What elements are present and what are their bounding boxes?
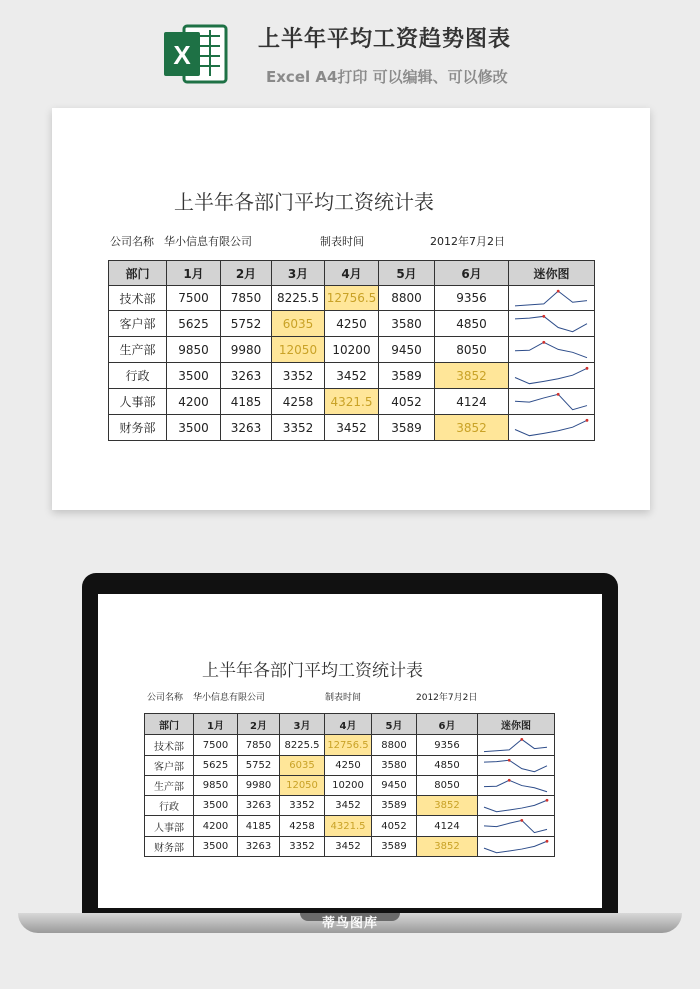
column-header: 迷你图 xyxy=(509,261,595,286)
sparkline-line xyxy=(515,342,587,357)
sparkline-max-point xyxy=(542,314,545,317)
value-cell: 6035 xyxy=(272,311,325,337)
column-header: 1月 xyxy=(194,714,238,735)
value-cell: 8800 xyxy=(379,286,435,311)
sparkline-line xyxy=(515,394,587,409)
value-cell: 4052 xyxy=(372,816,417,837)
dept-cell: 行政 xyxy=(109,363,167,389)
value-cell: 8050 xyxy=(417,776,478,796)
value-cell: 3352 xyxy=(272,415,325,441)
sparkline-cell xyxy=(478,837,555,857)
dept-cell: 客户部 xyxy=(109,311,167,337)
value-cell: 4124 xyxy=(435,389,509,415)
laptop-screen xyxy=(98,594,602,908)
sparkline xyxy=(478,777,553,795)
page-title: 上半年平均工资趋势图表 xyxy=(258,27,512,52)
company-label: 公司名称 xyxy=(110,235,154,248)
sparkline-max-point xyxy=(508,758,511,761)
value-cell: 3852 xyxy=(417,837,478,857)
sparkline xyxy=(509,287,593,310)
dept-cell: 生产部 xyxy=(109,337,167,363)
laptop-brand-label: 蒂鸟图库 xyxy=(321,916,378,931)
column-header: 2月 xyxy=(238,714,280,735)
dept-cell: 财务部 xyxy=(145,837,194,857)
page-header xyxy=(0,0,700,100)
value-cell: 3852 xyxy=(435,415,509,441)
table-row xyxy=(145,837,555,857)
sparkline-cell xyxy=(478,776,555,796)
column-header: 6月 xyxy=(417,714,478,735)
table-row xyxy=(145,776,555,796)
sparkline xyxy=(478,736,553,755)
column-header: 6月 xyxy=(435,261,509,286)
column-header: 4月 xyxy=(325,261,379,286)
sparkline-cell xyxy=(509,337,595,363)
table-row xyxy=(145,735,555,756)
dept-cell: 人事部 xyxy=(145,816,194,837)
table-row xyxy=(145,816,555,837)
dept-cell: 财务部 xyxy=(109,415,167,441)
value-cell: 4185 xyxy=(238,816,280,837)
value-cell: 3263 xyxy=(238,837,280,857)
column-header: 2月 xyxy=(221,261,272,286)
value-cell: 9450 xyxy=(379,337,435,363)
sparkline xyxy=(509,416,593,440)
sparkline-line xyxy=(484,800,547,812)
table-row xyxy=(145,756,555,776)
value-cell: 7500 xyxy=(194,735,238,756)
date-value: 2012年7月2日 xyxy=(430,235,505,248)
spreadsheet-preview xyxy=(52,108,650,510)
company-value: 华小信息有限公司 xyxy=(164,235,252,248)
sparkline-cell xyxy=(509,286,595,311)
column-header: 3月 xyxy=(272,261,325,286)
sparkline-line xyxy=(484,760,547,772)
dept-cell: 技术部 xyxy=(109,286,167,311)
date-label: 制表时间 xyxy=(320,235,364,248)
column-header: 5月 xyxy=(379,261,435,286)
value-cell: 8225.5 xyxy=(280,735,325,756)
sparkline-max-point xyxy=(542,340,545,343)
value-cell: 7850 xyxy=(221,286,272,311)
dept-cell: 客户部 xyxy=(145,756,194,776)
value-cell: 3263 xyxy=(238,796,280,816)
value-cell: 3452 xyxy=(325,415,379,441)
sparkline-line xyxy=(484,820,547,832)
value-cell: 4850 xyxy=(417,756,478,776)
value-cell: 7500 xyxy=(167,286,221,311)
table-row xyxy=(109,337,595,363)
sparkline-cell xyxy=(509,363,595,389)
value-cell: 8225.5 xyxy=(272,286,325,311)
sparkline xyxy=(509,390,593,414)
sparkline-cell xyxy=(509,415,595,441)
value-cell: 12050 xyxy=(272,337,325,363)
value-cell: 9356 xyxy=(435,286,509,311)
value-cell: 4052 xyxy=(379,389,435,415)
sparkline-max-point xyxy=(546,798,549,801)
svg-text:X: X xyxy=(173,40,191,70)
sparkline-cell xyxy=(478,816,555,837)
sparkline-line xyxy=(484,841,547,853)
value-cell: 4185 xyxy=(221,389,272,415)
value-cell: 5625 xyxy=(167,311,221,337)
value-cell: 4200 xyxy=(167,389,221,415)
sheet-title: 上半年各部门平均工资统计表 xyxy=(202,661,423,681)
table-row xyxy=(109,363,595,389)
sparkline-line xyxy=(484,739,547,751)
value-cell: 3352 xyxy=(280,796,325,816)
column-header: 部门 xyxy=(145,714,194,735)
dept-cell: 人事部 xyxy=(109,389,167,415)
column-header: 部门 xyxy=(109,261,167,286)
dept-cell: 技术部 xyxy=(145,735,194,756)
page-subtitle: Excel A4打印 可以编辑、可以修改 xyxy=(266,68,508,86)
sparkline-line xyxy=(484,780,547,792)
company-label: 公司名称 xyxy=(147,693,184,703)
value-cell: 9980 xyxy=(221,337,272,363)
value-cell: 3500 xyxy=(194,796,238,816)
sparkline xyxy=(478,838,553,856)
value-cell: 6035 xyxy=(280,756,325,776)
sparkline-line xyxy=(515,368,587,383)
value-cell: 3352 xyxy=(280,837,325,857)
salary-table xyxy=(144,713,555,857)
value-cell: 3589 xyxy=(379,415,435,441)
value-cell: 3500 xyxy=(167,363,221,389)
sparkline xyxy=(478,817,553,836)
value-cell: 3263 xyxy=(221,415,272,441)
value-cell: 9450 xyxy=(372,776,417,796)
value-cell: 5752 xyxy=(238,756,280,776)
column-header: 迷你图 xyxy=(478,714,555,735)
column-header: 5月 xyxy=(372,714,417,735)
sparkline-max-point xyxy=(586,418,589,421)
value-cell: 4250 xyxy=(325,311,379,337)
excel-logo-icon xyxy=(162,22,228,86)
sheet-title: 上半年各部门平均工资统计表 xyxy=(174,190,434,214)
value-cell: 3589 xyxy=(379,363,435,389)
value-cell: 4321.5 xyxy=(325,389,379,415)
value-cell: 3852 xyxy=(417,796,478,816)
sparkline-line xyxy=(515,420,587,435)
sparkline-cell xyxy=(509,311,595,337)
value-cell: 9850 xyxy=(194,776,238,796)
value-cell: 4258 xyxy=(272,389,325,415)
value-cell: 3500 xyxy=(167,415,221,441)
dept-cell: 行政 xyxy=(145,796,194,816)
value-cell: 8800 xyxy=(372,735,417,756)
value-cell: 7850 xyxy=(238,735,280,756)
sparkline-max-point xyxy=(520,738,523,741)
sparkline-max-point xyxy=(520,819,523,822)
table-row xyxy=(109,286,595,311)
column-header: 1月 xyxy=(167,261,221,286)
sparkline-max-point xyxy=(557,392,560,395)
sparkline-line xyxy=(515,316,587,331)
salary-table xyxy=(108,260,595,441)
sparkline xyxy=(509,338,593,362)
sparkline-cell xyxy=(478,735,555,756)
value-cell: 4200 xyxy=(194,816,238,837)
value-cell: 3452 xyxy=(325,837,372,857)
value-cell: 9850 xyxy=(167,337,221,363)
value-cell: 10200 xyxy=(325,337,379,363)
value-cell: 8050 xyxy=(435,337,509,363)
value-cell: 12050 xyxy=(280,776,325,796)
sparkline-max-point xyxy=(586,366,589,369)
sparkline-max-point xyxy=(557,289,560,292)
date-value: 2012年7月2日 xyxy=(416,693,478,703)
column-header: 3月 xyxy=(280,714,325,735)
value-cell: 3352 xyxy=(272,363,325,389)
value-cell: 3580 xyxy=(372,756,417,776)
table-row xyxy=(109,415,595,441)
value-cell: 3500 xyxy=(194,837,238,857)
value-cell: 4321.5 xyxy=(325,816,372,837)
sparkline xyxy=(509,312,593,336)
table-row xyxy=(109,311,595,337)
value-cell: 5625 xyxy=(194,756,238,776)
sparkline-max-point xyxy=(508,778,511,781)
value-cell: 4250 xyxy=(325,756,372,776)
sparkline-cell xyxy=(478,796,555,816)
table-row xyxy=(109,389,595,415)
table-header-row xyxy=(145,714,555,735)
dept-cell: 生产部 xyxy=(145,776,194,796)
value-cell: 3452 xyxy=(325,796,372,816)
value-cell: 12756.5 xyxy=(325,286,379,311)
sparkline-line xyxy=(515,291,587,306)
sparkline xyxy=(478,757,553,775)
sparkline xyxy=(509,364,593,388)
value-cell: 3852 xyxy=(435,363,509,389)
value-cell: 5752 xyxy=(221,311,272,337)
value-cell: 9356 xyxy=(417,735,478,756)
value-cell: 3580 xyxy=(379,311,435,337)
sparkline-cell xyxy=(509,389,595,415)
sparkline-max-point xyxy=(546,839,549,842)
value-cell: 4850 xyxy=(435,311,509,337)
value-cell: 3589 xyxy=(372,837,417,857)
value-cell: 3589 xyxy=(372,796,417,816)
value-cell: 12756.5 xyxy=(325,735,372,756)
column-header: 4月 xyxy=(325,714,372,735)
value-cell: 10200 xyxy=(325,776,372,796)
value-cell: 4124 xyxy=(417,816,478,837)
sparkline xyxy=(478,797,553,815)
company-value: 华小信息有限公司 xyxy=(193,693,266,703)
value-cell: 3263 xyxy=(221,363,272,389)
table-header-row xyxy=(109,261,595,286)
table-row xyxy=(145,796,555,816)
value-cell: 3452 xyxy=(325,363,379,389)
value-cell: 9980 xyxy=(238,776,280,796)
date-label: 制表时间 xyxy=(325,693,362,703)
sparkline-cell xyxy=(478,756,555,776)
value-cell: 4258 xyxy=(280,816,325,837)
